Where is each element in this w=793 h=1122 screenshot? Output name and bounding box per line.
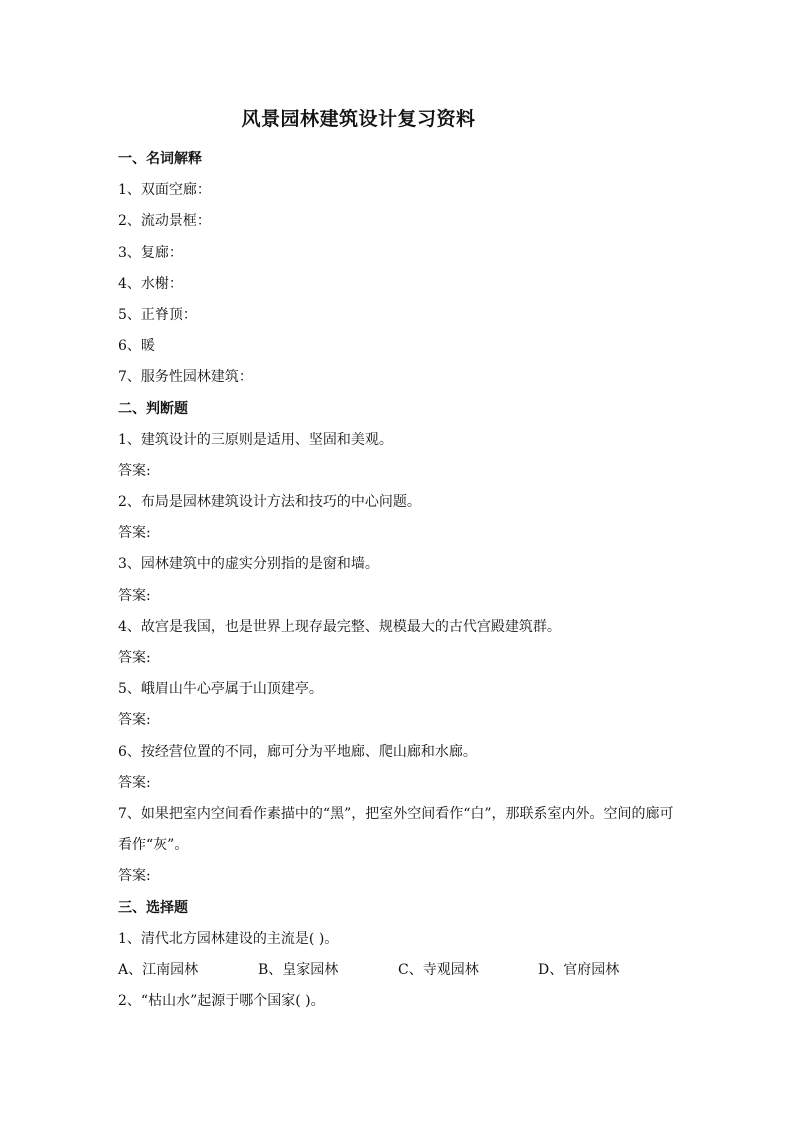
- judgement-question: 5、峨眉山牛心亭属于山顶建亭。: [118, 681, 323, 698]
- choice-question: 1、清代北方园林建设的主流是( )。: [118, 930, 339, 947]
- option-c: C、寺观园林: [398, 961, 479, 978]
- judgement-question: 2、布局是园林建筑设计方法和技巧的中心问题。: [118, 494, 421, 511]
- document-body: [118, 144, 678, 1017]
- term-item: 5、正脊顶：: [118, 306, 197, 323]
- term-item: 4、水榭：: [118, 275, 183, 292]
- judgement-question: 7、如果把室内空间看作素描中的“黑”，把室外空间看作“白”，那联系室内外。空间的廊可看作“灰”。: [118, 805, 674, 854]
- option-b: B、皇家园林: [258, 961, 339, 978]
- choice-question: 2、“枯山水”起源于哪个国家( )。: [118, 993, 325, 1010]
- answer-label: 答案:: [118, 774, 151, 791]
- section-heading-terms: 一、名词解释: [118, 151, 202, 167]
- term-item: 3、复廊：: [118, 244, 183, 261]
- choice-options: [118, 955, 678, 986]
- term-item: 1、双面空廊：: [118, 182, 211, 199]
- answer-label: 答案:: [118, 462, 151, 479]
- term-item: 6、暖: [118, 338, 155, 355]
- answer-label: 答案:: [118, 712, 151, 729]
- term-item: 2、流动景框：: [118, 213, 211, 230]
- option-a: A、江南园林: [118, 961, 199, 978]
- option-d: D、官府园林: [538, 961, 620, 978]
- answer-label: 答案:: [118, 525, 151, 542]
- section-heading-choice: 三、选择题: [118, 899, 188, 916]
- answer-label: 答案:: [118, 868, 151, 885]
- judgement-question: 4、故宫是我国，也是世界上现存最完整、规模最大的古代宫殿建筑群。: [118, 618, 561, 635]
- section-heading-judgement: 二、判断题: [118, 400, 188, 417]
- answer-label: 答案:: [118, 587, 151, 604]
- term-item: 7、服务性园林建筑：: [118, 369, 253, 386]
- judgement-question: 1、建筑设计的三原则是适用、坚固和美观。: [118, 431, 393, 448]
- answer-label: 答案:: [118, 650, 151, 666]
- page-title: 风景园林建筑设计复习资料: [241, 108, 476, 130]
- judgement-question: 3、园林建筑中的虚实分别指的是窗和墙。: [118, 556, 379, 573]
- judgement-question: 6、按经营位置的不同，廊可分为平地廊、爬山廊和水廊。: [118, 743, 477, 760]
